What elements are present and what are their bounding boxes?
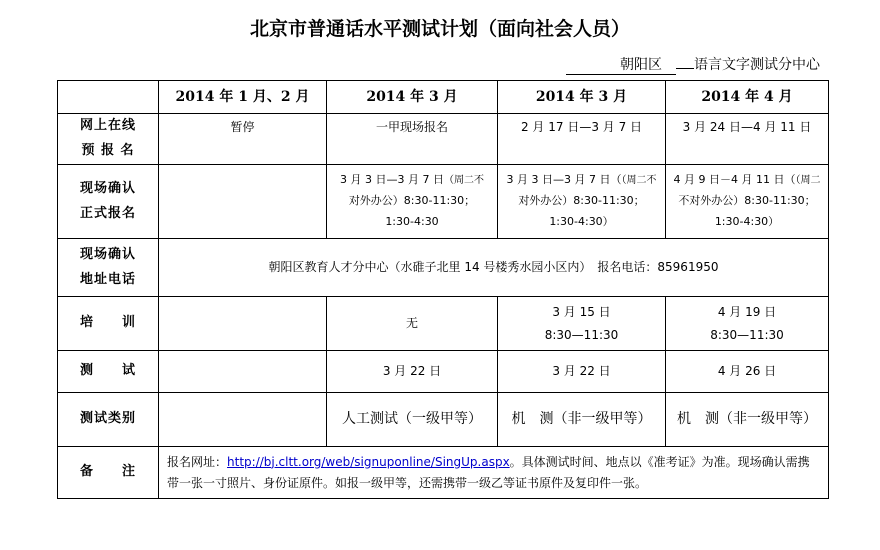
row-test-category [58, 393, 829, 447]
row-test [58, 351, 829, 393]
label-remarks: 备 注 [58, 447, 159, 499]
training-c3-date: 3 月 15 日 [552, 304, 611, 319]
remarks-prefix: 报名网址： [167, 454, 228, 469]
row-remarks [58, 447, 829, 499]
onsite-c4-date: 4 月 9 日－4 月 11 日（ [673, 173, 796, 187]
category-c1 [159, 393, 327, 447]
onsite-c3 [498, 165, 666, 239]
test-c1 [159, 351, 327, 393]
onsite-c4-hours-pm: 1:30-4:30） [714, 214, 780, 228]
category-c2: 人工测试（一级甲等） [327, 393, 498, 447]
onsite-c2-hours-pm: 1:30-4:30 [385, 214, 439, 228]
center-name: 语言文字测试分中心 [694, 57, 820, 73]
label-onsite-line2: 正式报名 [79, 205, 136, 221]
test-c4: 4 月 26 日 [666, 351, 829, 393]
address-phone-text: 朝阳区教育人才分中心（水碓子北里 14 号楼秀水园小区内） 报名电话：85961950 [159, 239, 829, 297]
label-onsite-line1: 现场确认 [79, 180, 136, 196]
label-address [58, 239, 159, 297]
training-c4 [666, 297, 829, 351]
remarks-text [159, 447, 829, 499]
category-c3: 机 测（非一级甲等） [498, 393, 666, 447]
district-line [566, 54, 820, 75]
header-row [58, 81, 829, 114]
label-address-line2: 地址电话 [79, 271, 136, 287]
training-c1 [159, 297, 327, 351]
onsite-c4-note: （周二 [795, 175, 821, 187]
page-title: 北京市普通话水平测试计划（面向社会人员） [249, 18, 630, 40]
underline-blank [676, 68, 694, 69]
row-training [58, 297, 829, 351]
row-online-registration [58, 114, 829, 165]
district-name: 朝阳区 [566, 54, 676, 75]
onsite-c3-hours-pm: 1:30-4:30） [549, 214, 614, 228]
category-c4: 机 测（非一级甲等） [666, 393, 829, 447]
training-c3-time: 8:30—11:30 [544, 327, 619, 342]
label-online-line2: 预 报 名 [81, 143, 135, 158]
onsite-c4 [666, 165, 829, 239]
onsite-c4-hours-am: 不对外办公）8:30-11:30； [678, 194, 816, 208]
online-c2: 一甲现场报名 [327, 114, 498, 165]
onsite-c3-note: （周二不 [621, 175, 657, 187]
online-c4: 3 月 24 日—4 月 11 日 [666, 114, 829, 165]
training-c4-date: 4 月 19 日 [717, 304, 777, 319]
training-c2: 无 [327, 297, 498, 351]
schedule-table [57, 80, 829, 499]
row-onsite-confirmation [58, 165, 829, 239]
label-training: 培 训 [58, 297, 159, 351]
label-online [58, 114, 159, 165]
row-address-phone [58, 239, 829, 297]
training-c3 [498, 297, 666, 351]
label-onsite [58, 165, 159, 239]
registration-url-link[interactable]: http://bj.cltt.org/web/signuponline/SingUp.aspx [227, 454, 510, 469]
label-category: 测试类别 [58, 393, 159, 447]
remarks-body: 。具体测试时间、地点以《准考证》为准。现场确认需携带一张一寸照片、身份证原件。如报一级甲等，还需携带一级乙等证书原件及复印件一张。 [167, 454, 810, 490]
onsite-c2 [327, 165, 498, 239]
onsite-c2-hours-am: 对外办公）8:30-11:30； [348, 194, 476, 208]
onsite-c3-date: 3 月 3 日—3 月 7 日（ [506, 173, 622, 187]
header-march-b: 2014 年 3 月 [498, 81, 666, 114]
test-c3: 3 月 22 日 [498, 351, 666, 393]
header-april: 2014 年 4 月 [666, 81, 829, 114]
header-march-a: 2014 年 3 月 [327, 81, 498, 114]
header-jan-feb: 2014 年 1 月、2 月 [159, 81, 327, 114]
online-c3: 2 月 17 日—3 月 7 日 [498, 114, 666, 165]
onsite-c2-date: 3 月 3 日—3 月 7 日 [340, 173, 444, 187]
label-address-line1: 现场确认 [79, 246, 136, 262]
label-test: 测 试 [58, 351, 159, 393]
header-corner [58, 81, 159, 114]
label-online-line1: 网上在线 [79, 118, 136, 134]
onsite-c3-hours-am: 对外办公）8:30-11:30； [518, 194, 645, 208]
training-c4-time: 8:30—11:30 [710, 327, 784, 342]
onsite-c2-note: （周二不 [443, 175, 484, 187]
online-c1: 暂停 [159, 114, 327, 165]
test-c2: 3 月 22 日 [327, 351, 498, 393]
onsite-c1 [159, 165, 327, 239]
